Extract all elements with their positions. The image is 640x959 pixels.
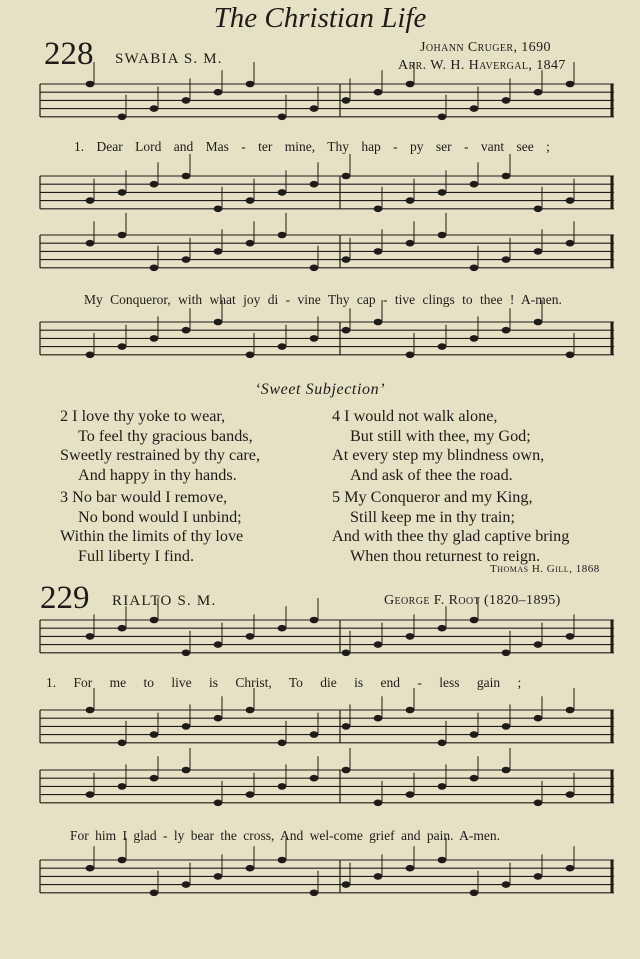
- note-head: [214, 873, 223, 880]
- note-head: [246, 633, 255, 640]
- verse-number: 3: [60, 488, 69, 506]
- note-head: [310, 775, 319, 782]
- staff: [40, 235, 614, 268]
- note-head: [118, 740, 127, 747]
- note-head: [150, 181, 159, 188]
- note-head: [406, 197, 415, 204]
- page-title: The Christian Life: [213, 2, 427, 34]
- note-head: [342, 881, 351, 888]
- note-head: [214, 248, 223, 255]
- note-head: [150, 105, 159, 112]
- note-head: [470, 890, 479, 897]
- note-head: [406, 352, 415, 359]
- note-head: [86, 197, 95, 204]
- note-head: [374, 206, 383, 213]
- note-head: [182, 327, 191, 334]
- note-head: [374, 248, 383, 255]
- note-head: [374, 89, 383, 96]
- note-head: [470, 617, 479, 624]
- verse-5: 5 My Conqueror and my King, Still keep me in thy train; And with thee thy glad captive bring When thou returnest to reign.: [332, 488, 570, 565]
- note-head: [86, 81, 95, 88]
- hymn-229-tune: RIALTO S. M.: [112, 593, 217, 609]
- note-head: [566, 197, 575, 204]
- note-head: [374, 800, 383, 807]
- note-head: [566, 81, 575, 88]
- note-head: [246, 352, 255, 359]
- note-head: [118, 625, 127, 632]
- note-head: [566, 865, 575, 872]
- note-head: [374, 715, 383, 722]
- note-head: [342, 97, 351, 104]
- note-head: [214, 715, 223, 722]
- note-head: [502, 256, 511, 263]
- note-head: [310, 181, 319, 188]
- hymn-228-number: 228: [44, 36, 94, 72]
- note-head: [374, 873, 383, 880]
- hymn-228-composer: Johann Cruger, 1690: [420, 40, 551, 55]
- note-head: [278, 189, 287, 196]
- note-head: [278, 857, 287, 864]
- note-head: [150, 731, 159, 738]
- note-head: [406, 633, 415, 640]
- note-head: [406, 707, 415, 714]
- note-head: [438, 740, 447, 747]
- hymn-228-lyrics-line-1: 1. Dear Lord and Mas - ter mine, Thy hap - py ser - vant see ;: [74, 139, 550, 154]
- note-head: [342, 256, 351, 263]
- note-head: [342, 327, 351, 334]
- note-head: [182, 881, 191, 888]
- note-head: [342, 723, 351, 730]
- note-head: [310, 890, 319, 897]
- hymn-228-subtitle: ‘Sweet Subjection’: [254, 381, 386, 398]
- note-head: [342, 650, 351, 657]
- hymn-228-tune: SWABIA S. M.: [115, 51, 223, 67]
- verse-2: 2 I love thy yoke to wear, To feel thy gracious bands, Sweetly restrained by thy care, And happy in thy hands.: [60, 407, 261, 484]
- note-head: [406, 240, 415, 247]
- note-head: [310, 617, 319, 624]
- hymn-229-lyrics-line-1: 1. For me to live is Christ, To die is end - less gain ;: [46, 675, 522, 690]
- note-head: [86, 865, 95, 872]
- note-head: [566, 791, 575, 798]
- note-head: [246, 240, 255, 247]
- note-head: [566, 352, 575, 359]
- hymn-228-arranger: Arr. W. H. Havergal, 1847: [398, 58, 566, 73]
- note-head: [470, 265, 479, 272]
- note-head: [566, 240, 575, 247]
- verse-4: 4 I would not walk alone, But still with thee, my God; At every step my blindness own, And ask of thee the road.: [332, 407, 545, 484]
- note-head: [182, 767, 191, 774]
- note-head: [534, 715, 543, 722]
- note-head: [502, 767, 511, 774]
- note-head: [502, 881, 511, 888]
- note-head: [182, 97, 191, 104]
- note-head: [342, 767, 351, 774]
- note-head: [118, 857, 127, 864]
- note-head: [342, 173, 351, 180]
- note-head: [182, 650, 191, 657]
- note-head: [182, 173, 191, 180]
- note-head: [150, 265, 159, 272]
- note-head: [438, 857, 447, 864]
- note-head: [214, 319, 223, 326]
- note-head: [214, 206, 223, 213]
- verse-3: 3 No bar would I remove, No bond would I unbind; Within the limits of thy love Full liberty I find.: [60, 488, 244, 565]
- note-head: [374, 641, 383, 648]
- note-head: [566, 707, 575, 714]
- note-head: [214, 641, 223, 648]
- verse-number: 2: [60, 407, 69, 425]
- hymn-228-author: Thomas H. Gill, 1868: [490, 563, 600, 575]
- note-head: [182, 723, 191, 730]
- note-head: [278, 232, 287, 239]
- note-head: [86, 633, 95, 640]
- note-head: [566, 633, 575, 640]
- note-head: [310, 105, 319, 112]
- note-head: [502, 650, 511, 657]
- note-head: [150, 335, 159, 342]
- note-head: [406, 865, 415, 872]
- note-head: [278, 740, 287, 747]
- note-head: [246, 197, 255, 204]
- note-head: [502, 723, 511, 730]
- note-head: [534, 319, 543, 326]
- note-head: [246, 791, 255, 798]
- note-head: [438, 232, 447, 239]
- note-head: [470, 181, 479, 188]
- note-head: [502, 173, 511, 180]
- note-head: [246, 865, 255, 872]
- note-head: [534, 89, 543, 96]
- note-head: [150, 890, 159, 897]
- verse-number: 4: [332, 407, 341, 425]
- note-head: [374, 319, 383, 326]
- hymn-228-lyrics-line-2: My Conqueror, with what joy di - vine Thy cap - tive clings to thee ! A-men.: [84, 292, 562, 307]
- hymn-229-number: 229: [40, 580, 90, 616]
- note-head: [406, 791, 415, 798]
- note-head: [278, 343, 287, 350]
- hymn-229-lyrics-line-2: For him I glad - ly bear the cross, And wel-come grief and pain. A-men.: [70, 828, 501, 843]
- verse-number: 5: [332, 488, 341, 506]
- note-head: [150, 775, 159, 782]
- note-head: [438, 783, 447, 790]
- note-head: [470, 335, 479, 342]
- note-head: [86, 707, 95, 714]
- note-head: [118, 189, 127, 196]
- note-head: [182, 256, 191, 263]
- note-head: [470, 731, 479, 738]
- note-head: [246, 707, 255, 714]
- note-head: [278, 625, 287, 632]
- note-head: [438, 343, 447, 350]
- note-head: [502, 97, 511, 104]
- note-head: [534, 800, 543, 807]
- note-head: [406, 81, 415, 88]
- note-head: [470, 105, 479, 112]
- note-head: [534, 248, 543, 255]
- note-head: [86, 352, 95, 359]
- note-head: [278, 114, 287, 121]
- note-head: [470, 775, 479, 782]
- note-head: [214, 800, 223, 807]
- note-head: [278, 783, 287, 790]
- staff: [40, 860, 614, 893]
- note-head: [534, 641, 543, 648]
- note-head: [502, 327, 511, 334]
- note-head: [310, 335, 319, 342]
- note-head: [86, 791, 95, 798]
- note-head: [118, 783, 127, 790]
- note-head: [246, 81, 255, 88]
- note-head: [534, 873, 543, 880]
- note-head: [438, 189, 447, 196]
- note-head: [310, 731, 319, 738]
- note-head: [534, 206, 543, 213]
- note-head: [118, 232, 127, 239]
- note-head: [438, 625, 447, 632]
- note-head: [86, 240, 95, 247]
- note-head: [150, 617, 159, 624]
- hymn-229-composer: George F. Root (1820–1895): [384, 593, 561, 608]
- note-head: [214, 89, 223, 96]
- note-head: [310, 265, 319, 272]
- note-head: [118, 343, 127, 350]
- note-head: [438, 114, 447, 121]
- note-head: [118, 114, 127, 121]
